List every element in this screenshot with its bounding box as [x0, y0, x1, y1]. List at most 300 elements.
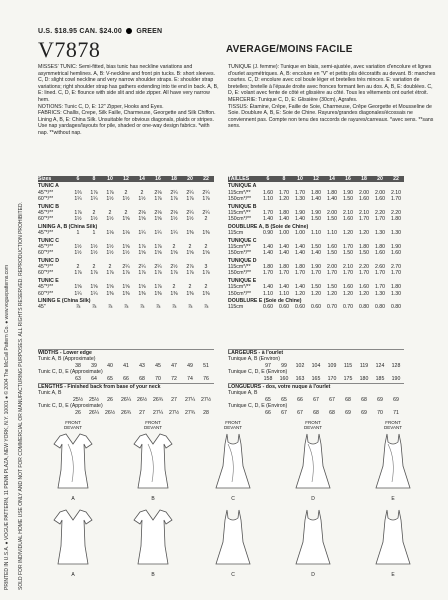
measure-row	[38, 410, 214, 416]
row-cell: 1.60	[342, 216, 354, 223]
measure-cell: 27¼	[184, 396, 196, 403]
measure-cell: 63	[75, 375, 81, 382]
measure-cell: 109	[327, 362, 337, 369]
figure-letter: E	[391, 572, 395, 578]
row-cell: 1⅜	[154, 290, 162, 297]
size-header-cell: 6	[266, 176, 270, 182]
row-cell: 1½	[74, 243, 82, 250]
row-cell: 1.80	[374, 243, 386, 250]
measure-cell: 65	[281, 396, 287, 403]
row-cell: 1.10	[326, 230, 338, 237]
row-cell: 0.80	[358, 304, 370, 311]
measure-cell: 124	[375, 362, 385, 369]
table-section-title: TUNIC A	[38, 183, 59, 190]
row-cell: 1¼	[74, 196, 82, 203]
size-header-cell: 22	[203, 176, 209, 182]
measure-label: Tunic C, D, E (Approximate)	[38, 403, 103, 410]
row-cell: 1.70	[358, 270, 370, 277]
row-cell: 1⅝	[122, 216, 130, 223]
row-cell: 1⅜	[186, 230, 194, 237]
measure-spacer	[228, 410, 260, 416]
row-cell: 1⅞	[74, 270, 82, 277]
row-cell: ⅞	[91, 304, 97, 311]
row-label: 60"*/**	[38, 270, 54, 277]
row-label: 150cm*/**	[228, 250, 252, 257]
row-cell: 0.80	[374, 304, 386, 311]
row-cell: 2	[92, 209, 96, 216]
row-cell: 1⅝	[106, 284, 114, 291]
english-notions: NOTIONS: Tunic C, D, E: 12" Zipper, Hooks and Eyes.	[38, 103, 164, 110]
measure-cell: 26	[107, 396, 113, 403]
row-cell: 2	[76, 264, 80, 271]
row-cell: 1.30	[390, 230, 402, 237]
row-label: 115cm*/**	[228, 243, 251, 250]
row-cell: 2	[108, 209, 112, 216]
row-cell: 2.10	[342, 209, 354, 216]
row-cell: 1.40	[278, 250, 290, 257]
english-fabrics: FABRICS: Challis, Crepe, Silk Faille, Charmeuse, Georgette and Silk Chiffon. Lining A, B, E: China Silk. Unsuitable for obvious diagonals, plaids or stripes. Use nap yardages/layouts for pile, shaded or one-way design fabrics. *with nap. **without nap.	[38, 110, 216, 136]
measure-row	[228, 410, 404, 416]
row-cell: 2¼	[186, 209, 194, 216]
measure-cell: 66	[123, 375, 129, 382]
measure-cell: 43	[139, 362, 145, 369]
row-cell: 1.40	[294, 216, 306, 223]
row-cell: 1.40	[278, 216, 290, 223]
row-label: 45"*/**	[38, 243, 54, 250]
measure-cell: 99	[281, 362, 287, 369]
french-description: TUNIQUE (J. femme): Tunique en biais, semi-ajustée, avec variation d'encolure et lignes d'ourlet asymétriques. A, B: encolure en "V" et petits plis décoratifs au devant. B: manches courtes. C, D: encolure avec col boule léger et bretelles très minces. E: variation de bretelles; bretelle à l'épaule droite avec fronces formant lien au dos. A, B, E: doublées. C, D, E: volant avec fente de côté et glissière au côté. Tous les vêtements ont ourlet étroit.	[228, 64, 436, 97]
figure-devant-label: DEVANT	[304, 425, 322, 430]
size-header-cell: 16	[155, 176, 161, 182]
side-copyright-text: PRINTED IN U.S.A. ● VOGUE PATTERN, 11 PENN PLAZA, NEW YORK, N.Y. 10001 ● © 2004 The McCall Pattern Co. ● www.voguepatterns.com	[4, 264, 10, 590]
row-cell: 1⅜	[202, 290, 210, 297]
tunic-sketch-icon	[48, 430, 98, 494]
row-cell: 1⅝	[202, 250, 210, 257]
row-cell: 1.70	[278, 270, 290, 277]
row-cell: 2	[204, 243, 208, 250]
tunic-sketch-icon	[288, 430, 338, 494]
row-cell: 0.70	[342, 304, 354, 311]
table-section-title: DOUBLURE A, B (Soie de Chine)	[228, 223, 309, 230]
measure-cell: 185	[375, 375, 385, 382]
size-header-cell: 20	[187, 176, 193, 182]
table-section-title: DOUBLURE E (Soie de Chine)	[228, 298, 302, 305]
row-cell: 2¼	[186, 189, 194, 196]
measure-label: Tunic C, D, E (Approximate)	[38, 369, 103, 376]
row-cell: 1.70	[342, 270, 354, 277]
row-cell: 1⅞	[106, 270, 114, 277]
row-cell: 1¼	[74, 290, 82, 297]
row-cell: 1⅛	[106, 230, 114, 237]
row-cell: 1½	[106, 196, 114, 203]
figure-devant-label: DEVANT	[224, 425, 242, 430]
row-cell: 1½	[90, 250, 98, 257]
row-cell: 1.80	[262, 264, 274, 271]
measure-cell: 67	[281, 409, 287, 416]
row-cell: 2¼	[122, 264, 130, 271]
row-cell: 1⅞	[170, 196, 178, 203]
row-cell: ⅞	[139, 304, 145, 311]
figure-front-label: FRONT	[305, 420, 321, 425]
row-cell: 1.80	[390, 216, 402, 223]
table-section-title: LINING E (China Silk)	[38, 298, 91, 305]
figure-letter: A	[71, 496, 75, 502]
row-cell: 1.70	[342, 243, 354, 250]
garment-figure-a-front	[38, 420, 108, 500]
row-cell: 0.60	[310, 304, 322, 311]
table-row	[228, 196, 404, 202]
row-cell: 1½	[90, 243, 98, 250]
row-cell: 1½	[74, 250, 82, 257]
measure-cell: 39	[91, 362, 97, 369]
figure-devant-label: DEVANT	[64, 425, 82, 430]
measure-cell: 104	[311, 362, 321, 369]
measure-cell: 190	[391, 375, 401, 382]
measure-label: Tunique A, B (Environ)	[228, 356, 280, 363]
row-label: 115cm*/**	[228, 189, 251, 196]
tunic-outline	[54, 510, 92, 564]
color-dot-icon	[126, 28, 132, 34]
row-label: 60"*/**	[38, 216, 54, 223]
row-cell: 1.80	[326, 189, 338, 196]
size-header-cell: 10	[297, 176, 303, 182]
row-cell: 2¼	[154, 264, 162, 271]
size-header-cell: 14	[139, 176, 145, 182]
tunic-sketch-icon	[368, 430, 418, 494]
measure-cell: 27¼	[152, 409, 164, 416]
row-cell: 2.20	[390, 209, 402, 216]
measure-cell: 68	[313, 409, 319, 416]
tunic-sketch-icon	[368, 506, 418, 570]
row-label: 45"	[38, 304, 46, 311]
row-cell: 1⅞	[90, 270, 98, 277]
measure-cell: 72	[171, 375, 177, 382]
row-cell: 1⅞	[186, 270, 194, 277]
row-label: 115cm*/**	[228, 209, 251, 216]
size-header-cell: 18	[171, 176, 177, 182]
measure-cell: 70	[155, 375, 161, 382]
row-cell: 1.40	[262, 250, 274, 257]
size-header-row	[38, 176, 214, 182]
measure-cell: 97	[265, 362, 271, 369]
measure-cell: 26½	[136, 396, 148, 403]
row-label: 60"*/**	[38, 250, 54, 257]
row-cell: ⅞	[155, 304, 161, 311]
table-section-title: TUNIQUE E	[228, 277, 257, 284]
row-cell: 1.60	[262, 189, 274, 196]
table-row	[38, 230, 214, 236]
row-label: 45"*/**	[38, 209, 54, 216]
row-cell: 1⅞	[106, 189, 114, 196]
row-cell: 1⅞	[202, 196, 210, 203]
row-cell: ⅞	[107, 304, 113, 311]
figure-front-label: FRONT	[65, 420, 81, 425]
row-cell: 1½	[90, 216, 98, 223]
tunic-sketch-icon	[288, 506, 338, 570]
row-cell: 1⅔	[74, 189, 82, 196]
row-label: 45"*/**	[38, 230, 54, 237]
measure-cell: 51	[203, 362, 209, 369]
measure-cell: 27	[171, 396, 177, 403]
tunic-outline	[296, 510, 330, 564]
row-cell: 1.10	[262, 290, 274, 297]
row-cell: 1.70	[262, 209, 274, 216]
table-section-title: TUNIQUE A	[228, 183, 257, 190]
row-cell: 1⅜	[202, 230, 210, 237]
size-header-cell: 12	[123, 176, 129, 182]
row-cell: ⅞	[75, 304, 81, 311]
measure-cell: 28	[203, 409, 209, 416]
price-can: CAN. $24.00	[79, 28, 122, 35]
row-cell: 2.00	[358, 189, 370, 196]
row-cell: 1½	[170, 216, 178, 223]
measure-cell: 26¾	[152, 396, 164, 403]
table-section-title: LINING A, B (China Silk)	[38, 223, 98, 230]
measure-cell: 119	[359, 362, 369, 369]
figure-letter: C	[231, 572, 235, 578]
garment-figure-c-front	[198, 420, 268, 500]
row-cell: 2¼	[202, 209, 210, 216]
row-cell: 1.40	[278, 243, 290, 250]
measure-cell: 38	[75, 362, 81, 369]
row-cell: 1.90	[342, 189, 354, 196]
tunic-sketch-icon	[208, 506, 258, 570]
measure-cell: 67	[329, 396, 335, 403]
garment-figure-c-back	[198, 506, 268, 586]
measure-cell: 26	[75, 409, 81, 416]
row-cell: 1	[76, 230, 80, 237]
measure-row	[38, 376, 214, 382]
size-header-cell: 8	[282, 176, 286, 182]
measure-title: LARGEURS - à l'ourlet	[228, 349, 404, 356]
row-cell: 1⅞	[90, 189, 98, 196]
figure-devant-label: DEVANT	[384, 425, 402, 430]
row-cell: 1.60	[326, 243, 338, 250]
row-cell: 1⅞	[154, 196, 162, 203]
row-cell: 1⅛	[122, 230, 130, 237]
row-cell: 1½	[106, 243, 114, 250]
table-row	[228, 230, 404, 236]
row-cell: 1.70	[294, 189, 306, 196]
row-cell: 1¼	[170, 230, 178, 237]
row-cell: 1½	[122, 250, 130, 257]
measure-title: LONGUEURS - dos, votre nuque à l'ourlet	[228, 383, 404, 390]
row-cell: 1.70	[262, 270, 274, 277]
row-cell: 1.50	[358, 250, 370, 257]
table-section-title: TUNIC D	[38, 257, 60, 264]
row-label: 150cm*/**	[228, 216, 252, 223]
tunic-outline	[216, 510, 250, 564]
row-cell: 1⅞	[154, 243, 162, 250]
measure-cell: 175	[343, 375, 353, 382]
row-cell: 2¼	[170, 189, 178, 196]
measure-cell: 68	[139, 375, 145, 382]
figure-letter: C	[231, 496, 235, 502]
row-cell: 1.20	[326, 290, 338, 297]
figure-letter: D	[311, 496, 315, 502]
row-label: 115cm*/**	[228, 284, 251, 291]
row-cell: 1.20	[358, 290, 370, 297]
english-yardage-table	[38, 176, 214, 311]
row-cell: 1⅝	[90, 284, 98, 291]
row-label: 150cm*/**	[228, 290, 252, 297]
tunic-sketch-icon	[208, 430, 258, 494]
row-cell: 1.80	[294, 264, 306, 271]
row-cell: 1.40	[278, 284, 290, 291]
row-cell: 0.60	[278, 304, 290, 311]
row-cell: 1.70	[390, 270, 402, 277]
row-label: 45"*/**	[38, 189, 54, 196]
row-cell: 1⅞	[202, 270, 210, 277]
row-cell: 1	[92, 230, 96, 237]
row-cell: 1.70	[374, 216, 386, 223]
figure-letter: A	[71, 572, 75, 578]
figure-front-label: FRONT	[385, 420, 401, 425]
tunic-outline	[376, 510, 410, 564]
measure-row	[228, 376, 404, 382]
row-cell: 1.90	[294, 209, 306, 216]
measure-cell: 68	[345, 396, 351, 403]
row-cell: 1.40	[294, 250, 306, 257]
table-row	[228, 216, 404, 222]
table-section-title: TUNIC E	[38, 277, 59, 284]
row-cell: 1.40	[262, 284, 274, 291]
row-cell: 1.50	[326, 284, 338, 291]
table-row	[228, 250, 404, 256]
row-cell: 1.10	[310, 230, 322, 237]
measure-cell: 115	[343, 362, 353, 369]
row-cell: 2	[124, 209, 128, 216]
row-cell: 1.60	[374, 250, 386, 257]
row-cell: 1⅝	[186, 250, 194, 257]
row-cell: 2⅛	[154, 189, 162, 196]
figure-letter: D	[311, 572, 315, 578]
row-cell: 2	[188, 284, 192, 291]
row-cell: 1⅞	[138, 270, 146, 277]
row-cell: 2¼	[138, 264, 146, 271]
row-cell: 1⅜	[170, 290, 178, 297]
row-cell: 2	[172, 284, 176, 291]
header	[38, 28, 438, 62]
table-row	[38, 291, 214, 297]
table-section-title: TUNIQUE D	[228, 257, 257, 264]
row-cell: ⅞	[187, 304, 193, 311]
row-cell: 1.70	[374, 270, 386, 277]
row-cell: 1⅝	[138, 216, 146, 223]
measure-cell: 26¼	[88, 409, 100, 416]
measure-cell: 170	[327, 375, 337, 382]
table-row	[228, 291, 404, 297]
measure-cell: 67	[297, 409, 303, 416]
row-cell: 0.70	[326, 304, 338, 311]
row-cell: ⅞	[171, 304, 177, 311]
color-label: GREEN	[136, 28, 163, 35]
row-cell: 1.50	[310, 243, 322, 250]
difficulty-label: AVERAGE/MOINS FACILE	[226, 44, 353, 55]
row-cell: 1⅞	[74, 209, 82, 216]
row-cell: 0.90	[262, 230, 274, 237]
row-cell: 2	[108, 264, 112, 271]
row-cell: 1½	[74, 216, 82, 223]
measure-cell: 160	[279, 375, 289, 382]
measure-title: WIDTHS - Lower edge	[38, 349, 214, 356]
row-cell: 1⅞	[138, 243, 146, 250]
measure-cell: 165	[311, 375, 321, 382]
measure-cell: 65	[107, 375, 113, 382]
table-section-title: TUNIC B	[38, 203, 60, 210]
measure-cell: 65	[265, 396, 271, 403]
row-cell: 0.60	[262, 304, 274, 311]
row-cell: 1½	[106, 216, 114, 223]
measure-label: Tunique C, D, E (Environ)	[228, 403, 288, 410]
measure-cell: 158	[263, 375, 273, 382]
measure-cell: 25½	[72, 396, 84, 403]
measure-cell: 69	[377, 396, 383, 403]
row-cell: 1.60	[390, 250, 402, 257]
row-cell: 1½	[106, 250, 114, 257]
row-cell: 1.20	[342, 230, 354, 237]
row-cell: 1.20	[358, 230, 370, 237]
measure-cell: 64	[91, 375, 97, 382]
row-cell: 2⅛	[154, 209, 162, 216]
measure-cell: 26¼	[120, 396, 132, 403]
row-cell: ⅞	[203, 304, 209, 311]
row-cell: 1.50	[310, 216, 322, 223]
measure-cell: 27¾	[184, 409, 196, 416]
row-cell: 1⅞	[170, 270, 178, 277]
size-header-cell: 14	[329, 176, 335, 182]
row-cell: 1.40	[262, 243, 274, 250]
row-cell: 1⅜	[122, 290, 130, 297]
row-cell: 1.50	[310, 284, 322, 291]
measure-label: Tunique A, B	[228, 390, 258, 397]
row-cell: 1.40	[310, 250, 322, 257]
measure-cell: 76	[203, 375, 209, 382]
measure-cell: 74	[187, 375, 193, 382]
garment-figure-a-back	[38, 506, 108, 586]
measure-cell: 40	[107, 362, 113, 369]
row-cell: 2.60	[374, 264, 386, 271]
row-cell: 1.70	[294, 270, 306, 277]
tunic-sketch-icon	[128, 506, 178, 570]
tunic-outline	[134, 510, 172, 564]
row-cell: 1.50	[342, 196, 354, 203]
figure-devant-label: DEVANT	[144, 425, 162, 430]
garment-figure-e-back	[358, 506, 428, 586]
row-cell: 1.30	[374, 290, 386, 297]
row-cell: 2	[172, 243, 176, 250]
measure-label: Tunic A, B (Approximate)	[38, 356, 96, 363]
row-cell: 1⅞	[154, 284, 162, 291]
row-cell: 1.90	[310, 209, 322, 216]
size-header-cell: 12	[313, 176, 319, 182]
row-cell: 2.10	[358, 209, 370, 216]
row-cell: 1.40	[294, 284, 306, 291]
measure-cell: 26¾	[120, 409, 132, 416]
row-cell: 1⅞	[186, 196, 194, 203]
table-row	[38, 216, 214, 222]
row-label: 115cm*/**	[228, 264, 251, 271]
garment-illustrations	[38, 420, 442, 590]
row-cell: 1.70	[310, 270, 322, 277]
figure-letter: E	[391, 496, 395, 502]
row-cell: 2.10	[342, 264, 354, 271]
measure-cell: 27	[139, 409, 145, 416]
garment-figure-d-back	[278, 506, 348, 586]
measure-cell: 70	[377, 409, 383, 416]
size-header-label: TAILLES	[228, 176, 250, 182]
figure-front-label: FRONT	[145, 420, 161, 425]
